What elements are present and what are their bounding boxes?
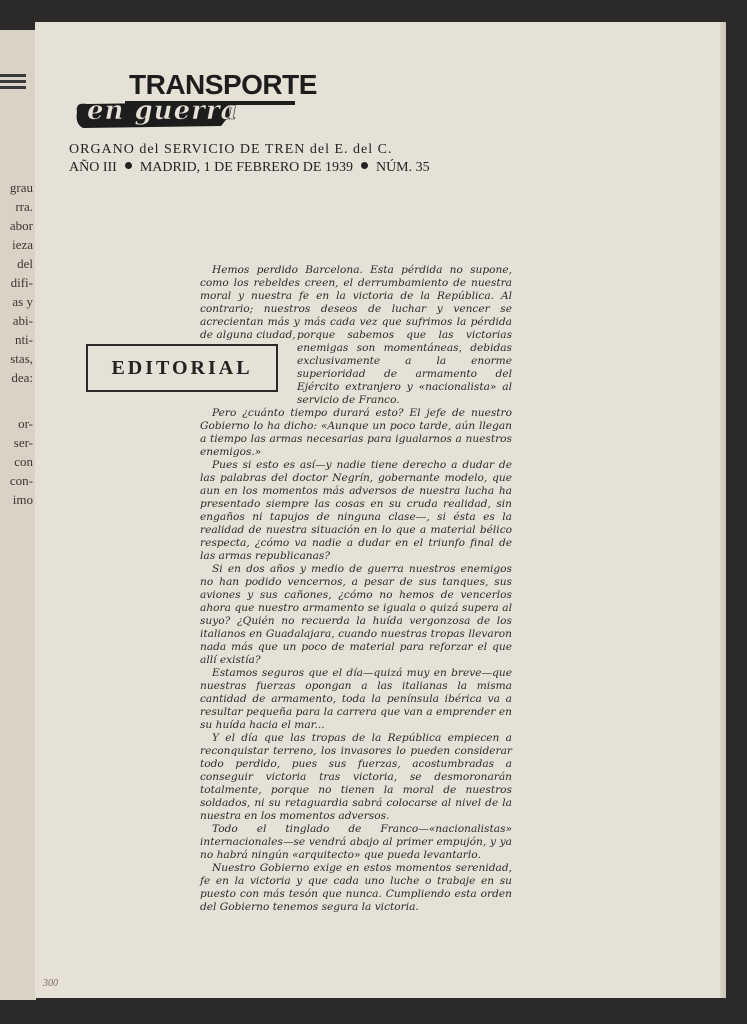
handwritten-page-note: 300 (43, 978, 58, 989)
bullet-icon (125, 162, 132, 169)
text-fragment: or- (18, 416, 33, 431)
text-fragment: dea: (11, 370, 33, 385)
text-fragment: abi- (12, 313, 33, 328)
masthead-title: TRANSPORTE (129, 69, 317, 100)
previous-page-fragment (0, 30, 36, 1000)
page-edge (720, 28, 726, 996)
editorial-paragraph: porque sabemos que las victorias enemigas son momentáneas, debidas exclusivamente a la enorme superioridad de armamento del Ejército extranjero y «nacionalista» al servicio de Franco. (297, 329, 512, 406)
masthead-logo (73, 69, 317, 132)
text-fragment: difi- (10, 275, 33, 290)
editorial-paragraph: Si en dos años y medio de guerra nuestros enemigos no han podido vencernos, a pesar de sus tanques, sus aviones y sus cañones, ¿cómo no hemos de vencerlos ahora que nuestro armamento se iguala o quizá supera al suyo? ¿Quién no recuerda la huída vergonzosa de los italianos en Guadalajara, cuando nuestras tropas llevaron nada más que un poco de material para reforzar el que allí existía? (200, 563, 512, 666)
text-fragment: abor (9, 218, 33, 233)
text-fragment: nti- (14, 332, 33, 347)
text-fragment: del (17, 256, 33, 271)
editorial-heading-box (86, 344, 278, 392)
text-fragment: con (14, 454, 33, 469)
issue-place-date: MADRID, 1 DE FEBRERO DE 1939 (139, 160, 353, 175)
organ-line: ORGANO del SERVICIO DE TREN del E. del C. (69, 142, 393, 157)
text-fragment: imo (12, 492, 33, 507)
editorial-paragraph: Todo el tinglado de Franco—«nacionalistas» internacionales—se vendrá abajo al primer empujón, y ya no habrá ningún «arquitecto» que pueda levantarlo. (200, 823, 512, 861)
text-fragment: rra. (15, 199, 33, 214)
editorial-paragraph: Y el día que las tropas de la República empiecen a reconquistar terreno, los invasores lo pueden considerar todo perdido, pues sus fuerzas, acostumbradas a conseguir victoria tras victoria, se desmoronarán totalmente, porque no tienen la moral de nuestros soldados, ni su retaguardia sabrá colocarse al nivel de la nuestra en los momentos adversos. (200, 732, 512, 822)
document-page (35, 22, 720, 998)
text-fragment: ser- (13, 435, 33, 450)
editorial-heading: EDITORIAL (111, 356, 253, 379)
issue-number: NÚM. 35 (375, 160, 430, 175)
editorial-paragraph: Estamos seguros que el día—quizá muy en breve—que nuestras fuerzas opongan a las italianas la misma cantidad de armamento, toda la península ibérica va a resultar pequeña para la carrera que van a emprender en su huída hacia el mar... (200, 667, 512, 731)
text-fragment: ieza (12, 237, 33, 252)
text-fragment: grau (9, 180, 33, 195)
editorial-paragraph: Hemos perdido Barcelona. Esta pérdida no supone, como los rebeldes creen, el derrumbamiento de nuestra moral y nuestra fe en la victoria de la República. Al contrario; nuestros deseos de luchar y vencer se acrecientan más y más cada vez que sufrimos la pérdida de alguna ciudad, (200, 264, 512, 341)
text-fragment: stas, (10, 351, 33, 366)
text-fragment: con- (9, 473, 33, 488)
masthead-subtitle: en guerra (87, 96, 239, 126)
editorial-paragraph: Nuestro Gobierno exige en estos momentos serenidad, fe en la victoria y que cada uno luche o trabaje en su puesto con más tesón que nunca. Cumpliendo esta orden del Gobierno tenemos segura la victoria. (200, 862, 512, 913)
bullet-icon (361, 162, 368, 169)
editorial-paragraph: Pues si esto es así—y nadie tiene derecho a dudar de las palabras del doctor Negrín, gobernante modelo, que aun en los momentos más adversos de nuestra lucha ha presentado siempre las cosas en su cruda realidad, sin engaños ni tapujos de ninguna clase—, si ésta es la realidad de nuestra situación en lo que a material bélico respecta, ¿cómo va nadie a dudar en el triunfo final de las armas republicanas? (200, 459, 512, 562)
issue-line (69, 160, 430, 176)
masthead-fragment (0, 74, 26, 92)
issue-year: AÑO III (69, 160, 117, 175)
text-fragment: as y (12, 294, 33, 309)
editorial-paragraph: Pero ¿cuánto tiempo durará esto? El jefe de nuestro Gobierno lo ha dicho: «Aunque un poco tarde, aún llegan a tiempo las armas necesarias para igualarnos a nuestros enemigos.» (200, 407, 512, 458)
